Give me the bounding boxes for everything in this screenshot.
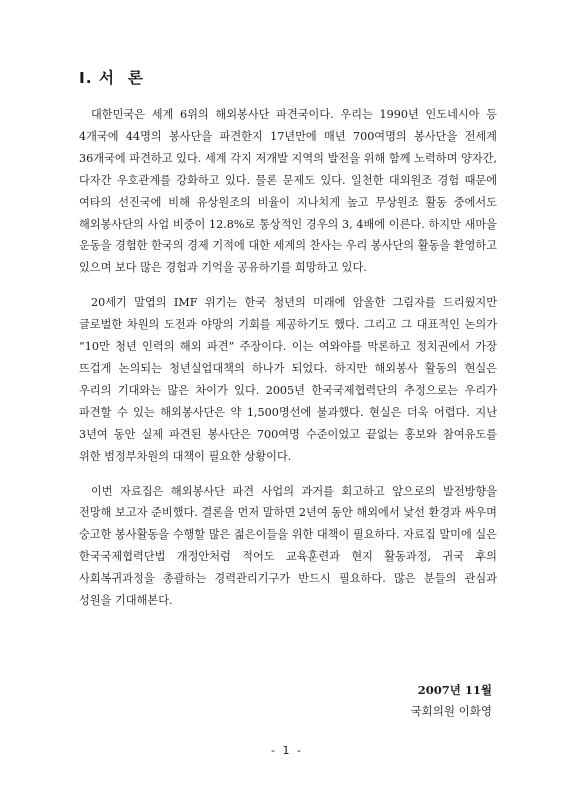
signature-date: 2007년 11월 — [417, 683, 492, 697]
signature-author: 국회의원 이화영 — [410, 704, 492, 718]
paragraph-1: 대한민국은 세계 6위의 해외봉사단 파견국이다. 우리는 1990년 인도네시아 등 4개국에 44명의 봉사단을 파견한지 17년만에 매년 700여명의 봉사단을 전세계 36개국에 파견하고 있다. 세계 각지 저개발 지역의 발전을 위해 함께 노력하며 양자간, 다자간 우호관계를 강화하고 있다. 물론 문제도 있다. 일천한 대외원조 경험 때문에 여타의 선진국에 비해 유상원조의 비율이 지나치게 높고 무상원조 활동 중에서도 해외봉사단의 사업 비중이 12.8%로 통상적인 경우의 3, 4배에 이른다. 하지만 새마을 운동을 경험한 한국의 경제 기적에 대한 세계의 찬사는 우리 봉사단의 활동을 환영하고 있으며 보다 많은 경험과 기억을 공유하기를 희망하고 있다. — [79, 108, 497, 275]
paragraph-3: 이번 자료집은 해외봉사단 파견 사업의 과거를 회고하고 앞으로의 발전방향을 전망해 보고자 준비했다. 결론을 먼저 말하면 2년여 동안 해외에서 낯선 환경과 싸우며 숭고한 봉사활동을 수행할 많은 젊은이들을 위한 대책이 필요하다. 자료집 말미에 실은 한국국제협력단법 개정안처럼 적어도 교육훈련과 현지 활동과정, 귀국 후의 사회복귀과정을 총괄하는 경력관리기구가 반드시 필요하다. 많은 분들의 관심과 성원을 기대해본다. — [79, 484, 497, 608]
section-heading: Ⅰ. 서 론 — [79, 69, 144, 87]
paragraph-2: 20세기 말엽의 IMF 위기는 한국 청년의 미래에 암울한 그림자를 드리웠지만 글로벌한 차원의 도전과 야망의 기회를 제공하기도 했다. 그리고 그 대표적인 논의가 “10만 청년 인력의 해외 파견” 주장이다. 이는 여와야를 막론하고 정치권에서 가장 뜨겁게 논의되는 청년실업대책의 하나가 되었다. 하지만 해외봉사 활동의 현실은 우리의 기대와는 많은 차이가 있다. 2005년 한국국제협력단의 추정으로는 우리가 파견할 수 있는 해외봉사단은 약 1,500명선에 불과했다. 현실은 더욱 어렵다. 지난 3년여 동안 실제 파견된 봉사단은 700여명 수준이었고 끝없는 홍보와 참여유도를 위한 범정부차원의 대책이 필요한 상황이다. — [79, 296, 497, 463]
page-number: - 1 - — [271, 744, 303, 757]
body-text — [79, 104, 497, 625]
